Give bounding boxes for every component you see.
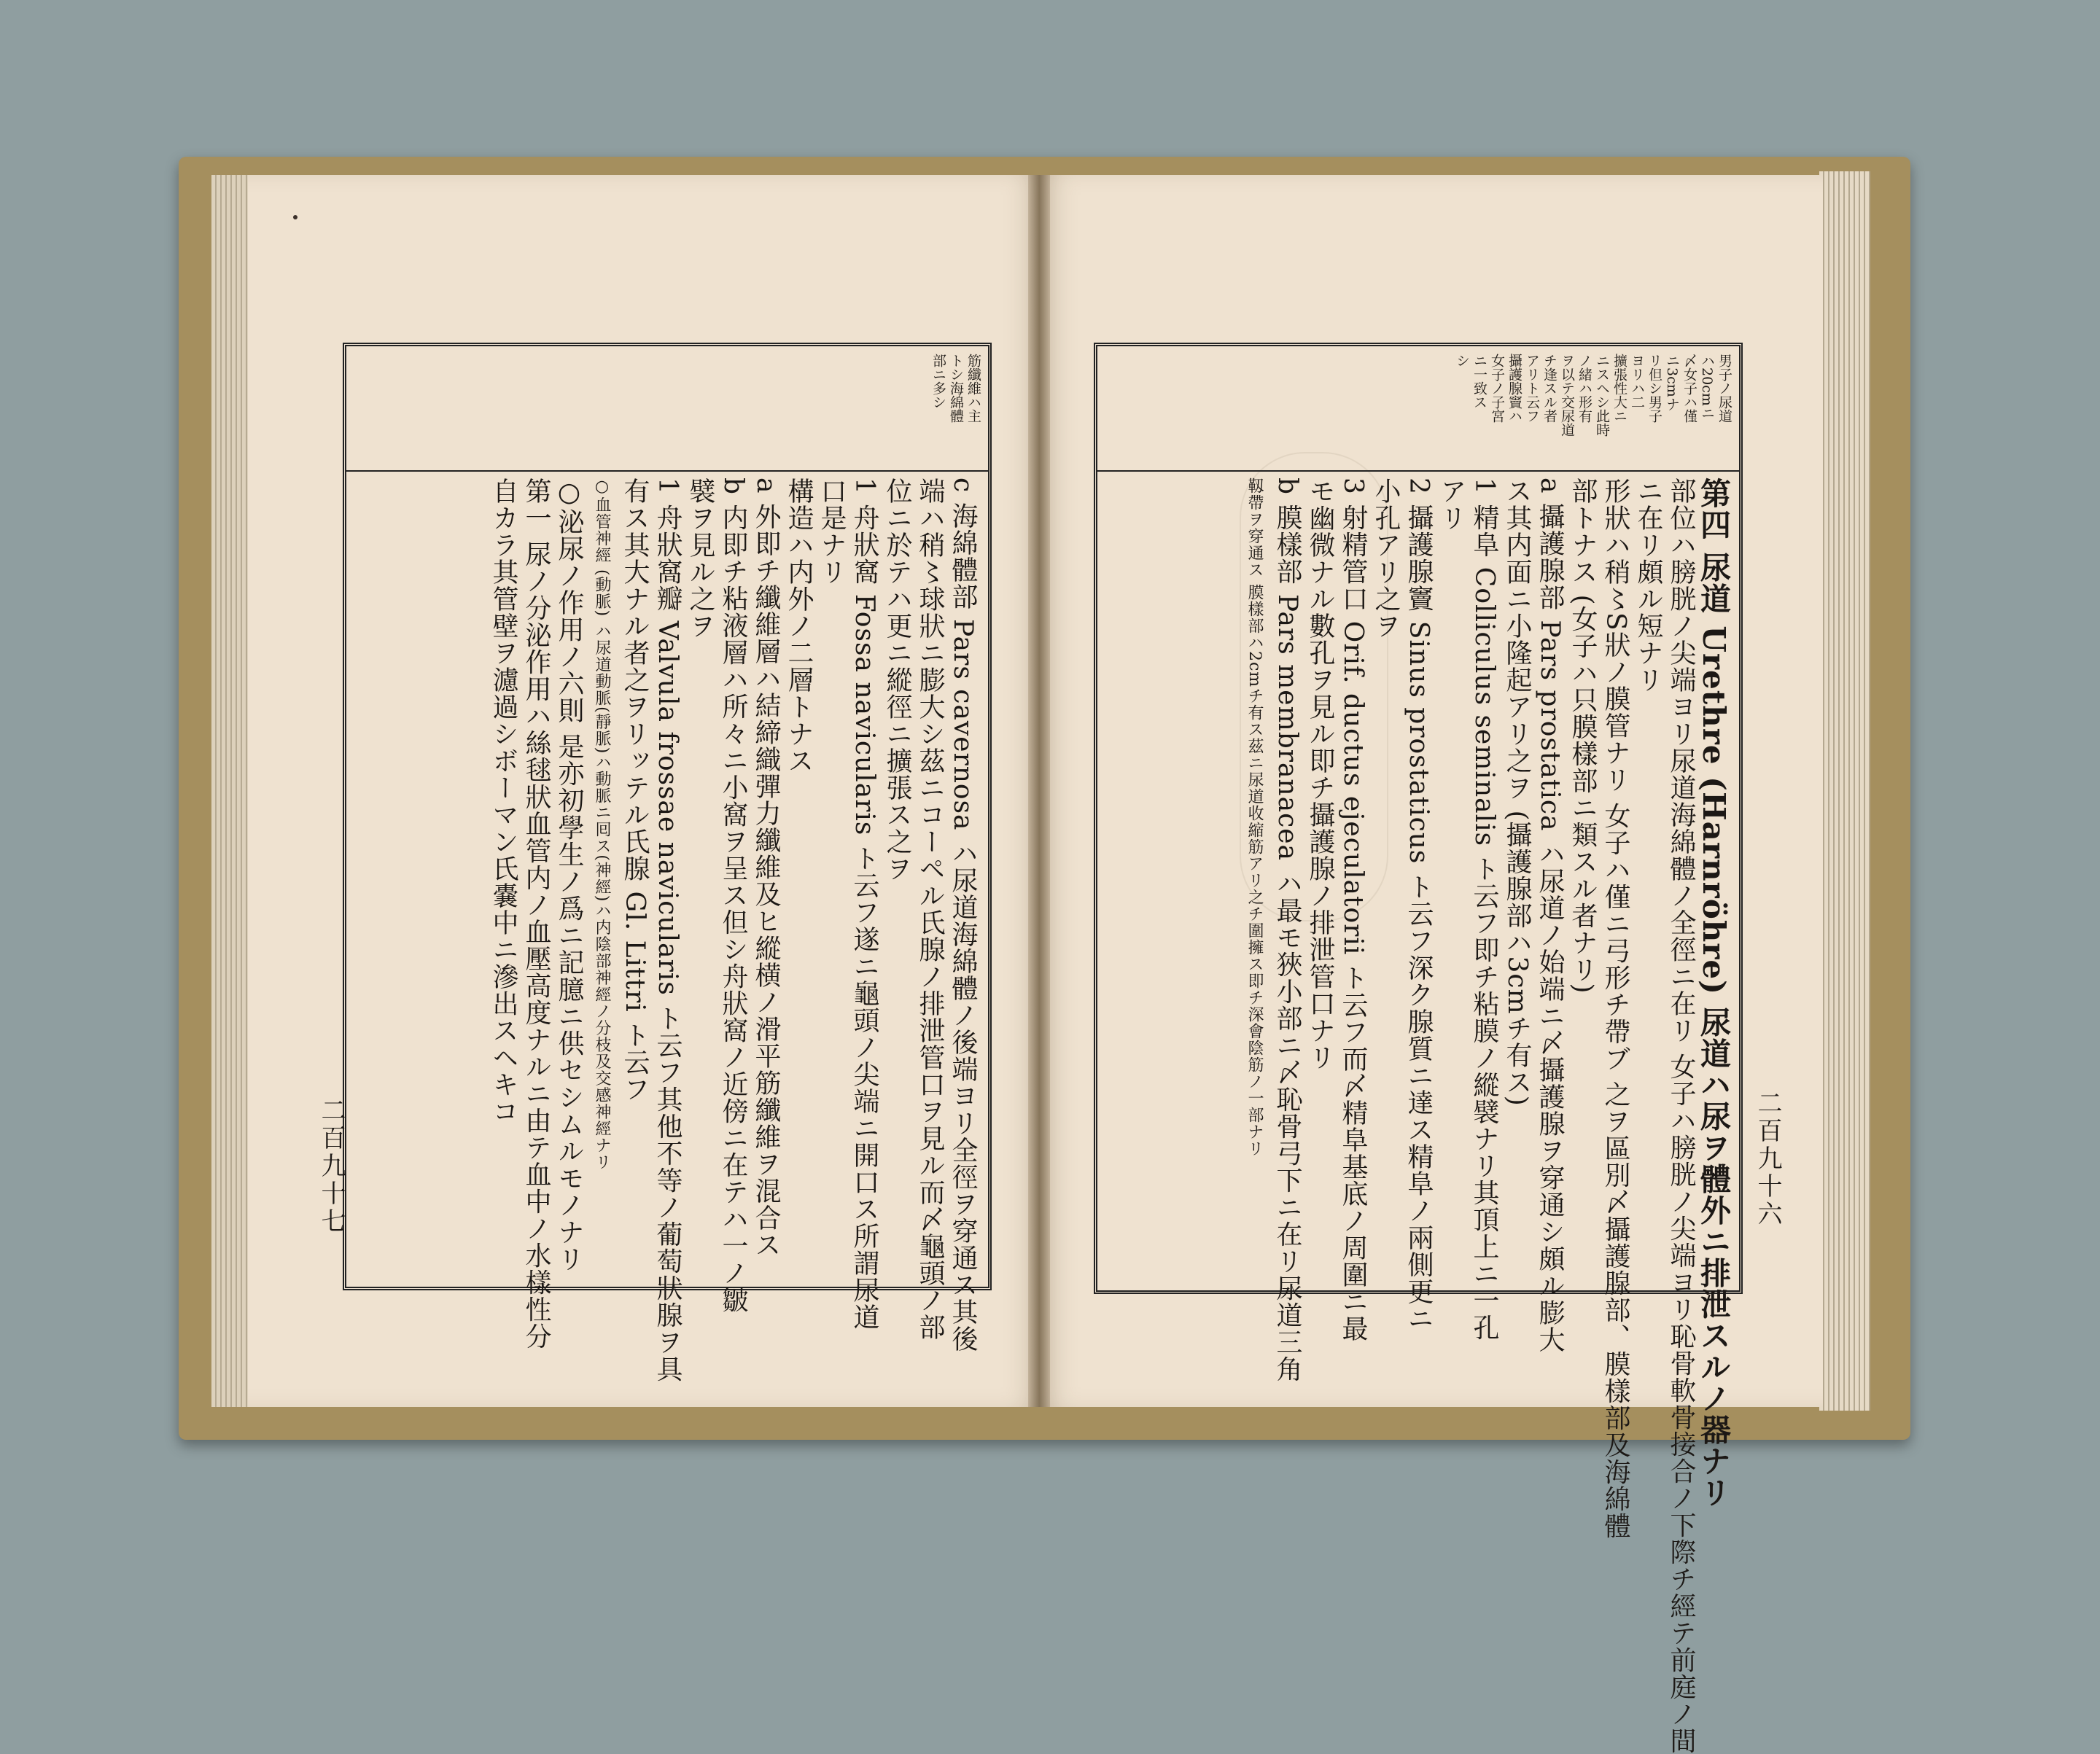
text-column: 小孔アリ之ヲ <box>1371 478 1401 639</box>
margin-note: 男子ノ尿道 <box>1716 354 1732 423</box>
margin-note: 擴張性大ニ <box>1611 354 1628 423</box>
book-gutter <box>1028 175 1050 1407</box>
margin-note: 部ニ多シ <box>930 354 946 409</box>
text-column: a 外即チ纖維層ハ結締織彈力纖維及ヒ縱横ノ滑平筋纖維ヲ混合ス <box>751 478 781 1258</box>
text-column: モ幽微ナル數孔ヲ見ル即チ攝護腺ノ排泄管口ナリ <box>1305 478 1335 1071</box>
margin-note: リ但シ男子 <box>1646 354 1662 423</box>
right-margin-notes <box>1454 354 1733 470</box>
margin-note: ヲ以テ交尿道 <box>1559 354 1575 437</box>
text-column: ○泌尿ノ作用ノ六則 是亦初學生ノ爲ニ記臆ニ供セシムルモノナリ <box>554 478 584 1273</box>
text-column: a 攝護腺部 Pars prostatica ハ尿道ノ始端ニ〆攝護腺ヲ穿通シ頗ル膨大 <box>1535 478 1565 1353</box>
text-column: 口是ナリ <box>817 478 847 585</box>
margin-note: シ <box>1454 354 1470 367</box>
margin-divider <box>346 470 988 472</box>
text-column: 構造ハ内外ノ二層トナス <box>784 478 814 774</box>
text-column: 1 舟狀窩瓣 Valvula frossae navicularis ト云フ其他不等ノ葡萄狀腺ヲ具 <box>653 478 682 1383</box>
margin-note: ヨリハ二 <box>1629 354 1645 409</box>
text-column: 形狀ハ稍〻S狀ノ膜管ナリ 女子ハ僅ニ弓形チ帶ブ 之ヲ區別〆攝護腺部、膜樣部及海綿體 <box>1601 478 1630 1540</box>
text-column: ○血管神經 (動脈) ハ尿道動脈(靜脈)ハ動脈ニ囘ス(神經)ハ内陰部神經ノ分枝及交感神經ナリ <box>593 478 611 1171</box>
margin-note: ニ3cmナ <box>1664 354 1680 411</box>
margin-note: ニスヘシ此時 <box>1594 354 1610 437</box>
text-column: ニ在リ頗ル短ナリ <box>1633 478 1663 693</box>
text-column: 第一 尿ノ分泌作用ハ絲毬狀血管内ノ血壓高度ナルニ由テ血中ノ水樣性分 <box>521 478 551 1350</box>
ink-dot <box>293 215 298 219</box>
text-column: 部トナス (女子ハ只膜樣部ニ類スル者ナリ) <box>1568 478 1598 994</box>
left-margin-notes <box>771 354 982 470</box>
text-column: 襞ヲ見ル之ヲ <box>685 478 715 639</box>
margin-note: ハ20cmニ <box>1699 354 1715 420</box>
text-column: 1 舟狀窩 Fossa navicularis ト云フ遂ニ龜頭ノ尖端ニ開口ス所謂尿道 <box>849 478 879 1330</box>
text-column: 位ニ於テハ更ニ縱徑ニ擴張ス之ヲ <box>882 478 912 882</box>
left-body-text <box>355 478 979 1383</box>
margin-note: 〆女子ハ僅 <box>1681 354 1698 423</box>
right-text-frame <box>1094 343 1743 1754</box>
text-column: 1 精阜 Colliculus seminalis ト云フ即チ粘膜ノ縱襞ナリ其頂上ニ一孔 <box>1469 478 1499 1341</box>
section-title: 第四 尿道 Urethre (Harnröhre) 尿道ハ尿ヲ體外ニ排泄スルノ器ナリ <box>1696 478 1732 1508</box>
right-body-text <box>1106 478 1732 1754</box>
text-column: 2 攝護腺竇 Sinus prostaticus ト云フ深ク腺質ニ達ス精阜ノ兩側更ニ <box>1404 478 1434 1332</box>
text-column: アリ <box>1436 478 1466 531</box>
text-column: ス其内面ニ小隆起アリ之ヲ (攝護腺部ハ3cmチ有ス) <box>1502 478 1532 1107</box>
margin-note: ニ一致ス <box>1471 354 1488 409</box>
text-column: b 内即チ粘液層ハ所々ニ小窩ヲ呈ス但シ舟狀窩ノ近傍ニ在テハ一ノ皺 <box>718 478 748 1314</box>
text-column: c 海綿體部 Pars cavernosa ハ尿道海綿體ノ後端ヨリ全徑ヲ穿通ス其後 <box>948 478 978 1352</box>
margin-note: 筋纖維ハ主 <box>965 354 981 423</box>
margin-note: 女子ノ子宮 <box>1489 354 1505 423</box>
margin-note: トシ海綿體 <box>948 354 964 423</box>
margin-note: チ逢スル者 <box>1541 354 1558 423</box>
text-column: 端ハ稍〻球狀ニ膨大シ茲ニコーペル氏腺ノ排泄管口ヲ見ル而〆龜頭ノ部 <box>915 478 945 1341</box>
text-column: 靱帶ヲ穿通ス 膜樣部ハ2cmチ有ス茲ニ尿道收縮筋アリ之チ圍擁ス即チ深會陰筋ノ一部ナリ <box>1245 478 1264 1158</box>
text-column: 有ス其大ナル者之ヲリッテル氏腺 Gl. Littri ト云フ <box>620 478 650 1103</box>
page-edges-right <box>1819 171 1870 1411</box>
margin-divider <box>1097 470 1739 472</box>
margin-note: アリト云フ <box>1524 354 1540 423</box>
text-column: b 膜樣部 Pars membranacea ハ最モ狹小部ニ〆恥骨弓下ニ在リ尿道三角 <box>1272 478 1302 1383</box>
text-column: 自カラ其管壁ヲ濾過シボーマン氏嚢中ニ滲出スヘキコ <box>489 478 518 1125</box>
text-column: 部位ハ膀胱ノ尖端ヨリ尿道海綿體ノ全徑ニ在リ 女子ハ膀胱ノ尖端ヨリ恥骨軟骨接合ノ下際チ經テ前庭ノ間 <box>1666 478 1696 1754</box>
margin-note: 攝護腺竇ハ <box>1506 354 1522 423</box>
left-text-frame <box>343 343 992 1383</box>
right-page-number: 二百九十六 <box>1753 1090 1782 1228</box>
text-column: 3 射精管口 Orif. ductus ejeculatorii ト云フ而〆精阜基底ノ周圍ニ最 <box>1338 478 1368 1342</box>
left-page-number: 二百九十七 <box>316 1097 346 1236</box>
margin-note: ノ緒ハ形有 <box>1576 354 1592 423</box>
